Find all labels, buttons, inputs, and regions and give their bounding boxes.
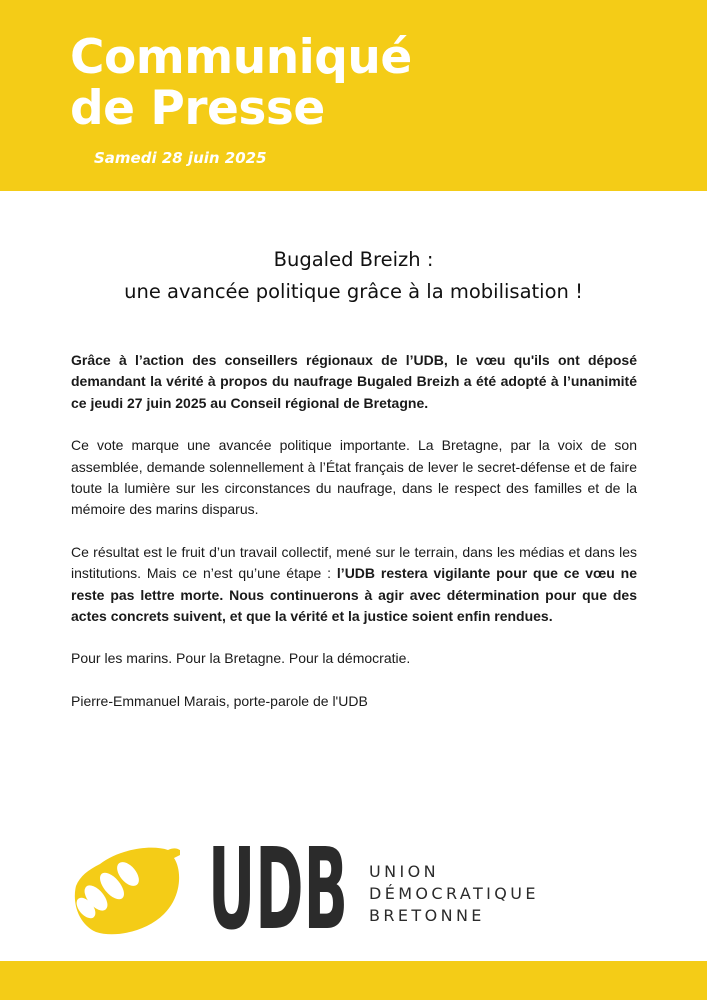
party-full-name: [369, 861, 539, 927]
title-line-1: Communiqué: [70, 30, 412, 85]
release-date: Samedi 28 juin 2025: [94, 149, 267, 167]
intro-paragraph: Grâce à l’action des conseillers régionaux de l’UDB, le vœu qu'ils ont déposé demandant la vérité à propos du naufrage Bugaled Breizh a été adopté à l’unanimité ce jeudi 27 juin 2025 au Conseil régional de Bretagne.: [71, 352, 637, 411]
party-name-line-1: UNION: [369, 862, 439, 881]
headline-line-2: une avancée politique grâce à la mobilisation !: [124, 280, 583, 303]
headline-line-1: Bugaled Breizh :: [273, 248, 434, 271]
paragraph-result-emphasis: l’UDB restera vigilante pour que ce vœu ne reste pas lettre morte. Nous continuerons à agir avec détermination pour que des actes concrets suivent, et que la vérité et la justice soient enfin rendues.: [71, 565, 637, 625]
closing-line: Pour les marins. Pour la Bretagne. Pour la démocratie.: [71, 650, 411, 667]
title-line-2: de Presse: [70, 81, 325, 136]
footer-bar: [0, 961, 707, 1000]
udb-wordmark-text: UDB: [208, 840, 348, 934]
page-title: [70, 32, 412, 134]
udb-wordmark: [208, 840, 348, 934]
paragraph-vote: Ce vote marque une avancée politique importante. La Bretagne, par la voix de son assemblée, demande solennellement à l’État français de lever le secret-défense et de faire toute la lumière sur les circonstances du naufrage, dans le respect des familles et de la mémoire des marins disparus.: [71, 437, 637, 518]
paragraph-result: [71, 542, 637, 628]
header-banner: [0, 0, 707, 191]
party-name-line-2: DÉMOCRATIQUE: [369, 884, 539, 903]
paragraph-result-text: Ce résultat est le fruit d’un travail collectif, mené sur le terrain, dans les médias et dans les institutions. Mais ce n’est qu’une étape :: [71, 543, 637, 582]
bird-logo-icon: [70, 836, 180, 936]
headline: [0, 244, 707, 308]
press-release-body: [71, 350, 637, 733]
signature: Pierre-Emmanuel Marais, porte-parole de l'UDB: [71, 692, 368, 709]
party-name-line-3: BRETONNE: [369, 906, 485, 925]
